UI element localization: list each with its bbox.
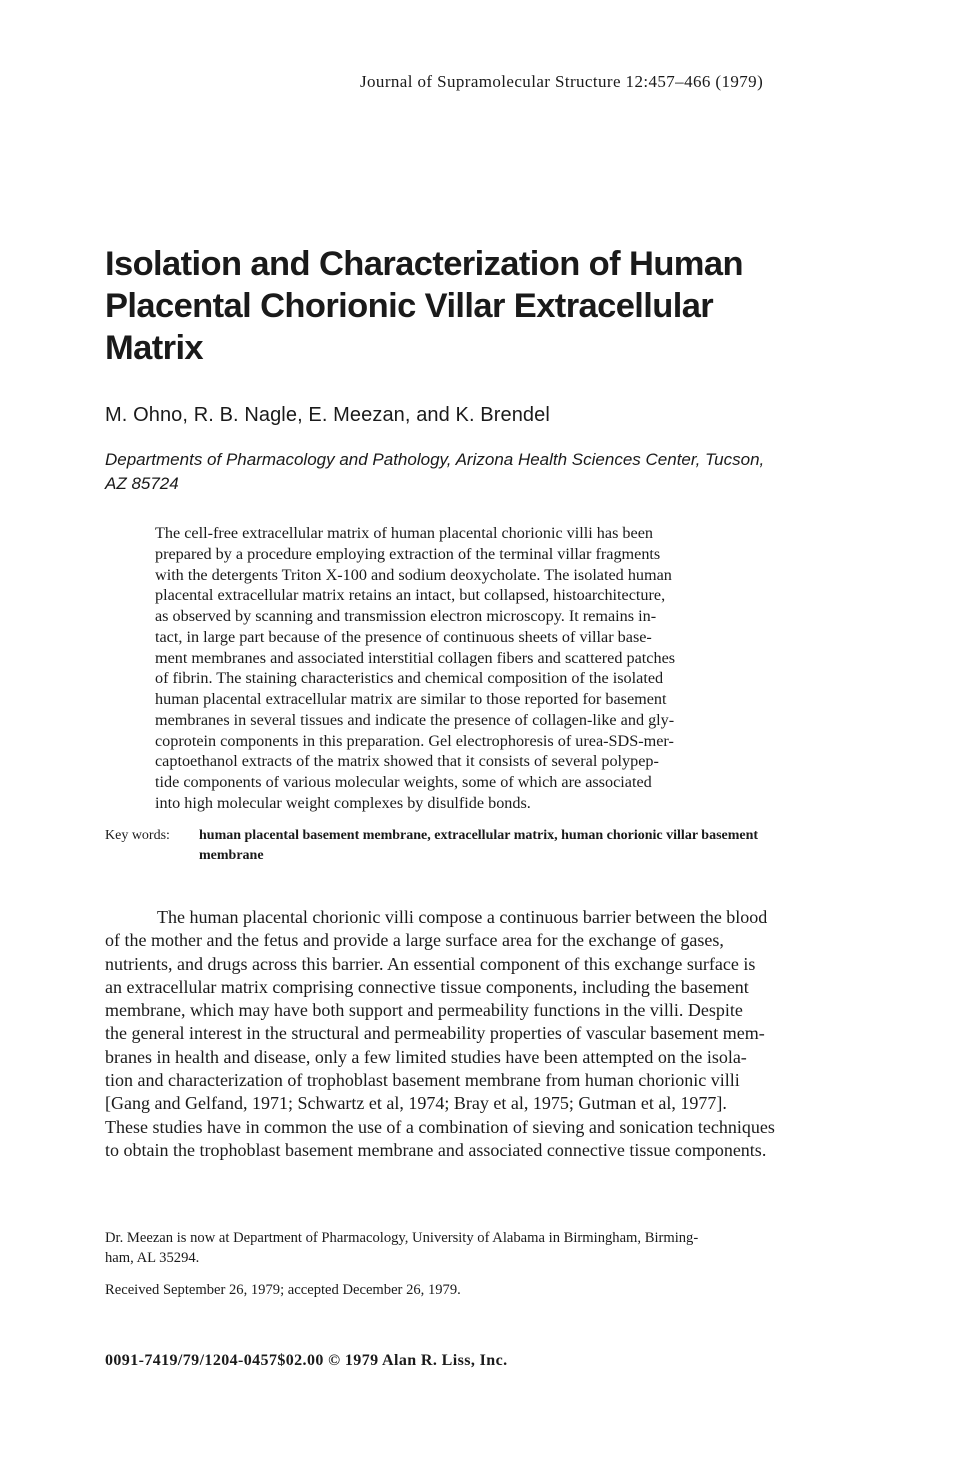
- key-words-label: Key words:: [105, 828, 170, 843]
- abstract-line: tide components of various molecular weights, some of which are associated: [155, 773, 652, 791]
- title-line: Placental Chorionic Villar Extracellular: [105, 287, 714, 325]
- abstract-line: into high molecular weight complexes by disulfide bonds.: [155, 793, 531, 812]
- abstract-line: tact, in large part because of the presence of continuous sheets of villar base-: [155, 627, 652, 646]
- body-line: These studies have in common the use of a combination of sieving and sonication techniques: [105, 1116, 775, 1137]
- affiliation: [105, 448, 865, 496]
- body-line: of the mother and the fetus and provide a large surface area for the exchange of gases,: [105, 930, 724, 951]
- body-paragraph: [105, 906, 885, 1162]
- author-list: M. Ohno, R. B. Nagle, E. Meezan, and K. Brendel: [105, 404, 550, 426]
- affiliation-line: Departments of Pharmacology and Pathology, Arizona Health Sciences Center, Tucson,: [105, 450, 765, 469]
- copyright-line: 0091-7419/79/1204-0457$02.00 © 1979 Alan R. Liss, Inc.: [105, 1352, 508, 1369]
- body-line: [Gang and Gelfand, 1971; Schwartz et al, 1974; Bray et al, 1975; Gutman et al, 1977].: [105, 1093, 727, 1114]
- body-line: The human placental chorionic villi compose a continuous barrier between the blood: [157, 907, 768, 927]
- abstract-line: as observed by scanning and transmission electron microscopy. It remains in-: [155, 607, 657, 625]
- body-line: tion and characterization of trophoblast basement membrane from human chorionic villi: [105, 1070, 740, 1091]
- affiliation-line: AZ 85724: [105, 474, 179, 493]
- abstract-line: prepared by a procedure employing extraction of the terminal villar fragments: [155, 544, 661, 563]
- abstract-line: with the detergents Triton X-100 and sodium deoxycholate. The isolated human: [155, 565, 672, 584]
- abstract-line: The cell-free extracellular matrix of human placental chorionic villi has been: [155, 524, 653, 542]
- body-line: an extracellular matrix comprising connective tissue components, including the basement: [105, 976, 749, 997]
- abstract-line: placental extracellular matrix retains an intact, but collapsed, histoarchitecture,: [155, 586, 666, 605]
- journal-citation: Journal of Supramolecular Structure 12:457–466 (1979): [360, 72, 764, 91]
- body-line: the general interest in the structural and permeability properties of vascular basement mem-: [105, 1023, 765, 1044]
- abstract-line: of fibrin. The staining characteristics and chemical composition of the isolated: [155, 669, 664, 688]
- abstract-line: ment membranes and associated interstitial collagen fibers and scattered patches: [155, 648, 676, 667]
- abstract: [155, 523, 835, 814]
- abstract-line: coprotein components in this preparation. Gel electrophoresis of urea-SDS-mer-: [155, 731, 674, 750]
- footnote-line: Dr. Meezan is now at Department of Pharmacology, University of Alabama in Birmingham, Birming-: [105, 1230, 699, 1246]
- key-words-line: membrane: [199, 848, 264, 863]
- abstract-line: captoethanol extracts of the matrix showed that it consists of several polypep-: [155, 752, 659, 771]
- title-line: Matrix: [105, 329, 204, 367]
- abstract-line: human placental extracellular matrix are similar to those reported for basement: [155, 690, 667, 708]
- footnote-line: ham, AL 35294.: [105, 1250, 200, 1266]
- key-words-line: human placental basement membrane, extracellular matrix, human chorionic villar basement: [199, 828, 759, 843]
- article-title: [105, 243, 885, 369]
- body-line: branes in health and disease, only a few limited studies have been attempted on the isola-: [105, 1046, 747, 1067]
- body-line: to obtain the trophoblast basement membrane and associated connective tissue components.: [105, 1139, 767, 1160]
- body-line: nutrients, and drugs across this barrier. An essential component of this exchange surface is: [105, 953, 756, 974]
- title-line: Isolation and Characterization of Human: [105, 245, 743, 283]
- abstract-line: membranes in several tissues and indicate the presence of collagen-like and gly-: [155, 710, 675, 729]
- received-date: Received September 26, 1979; accepted December 26, 1979.: [105, 1282, 461, 1298]
- author-footnote: [105, 1228, 865, 1268]
- body-line: membrane, which may have both support and permeability functions in the villi. Despite: [105, 1000, 743, 1021]
